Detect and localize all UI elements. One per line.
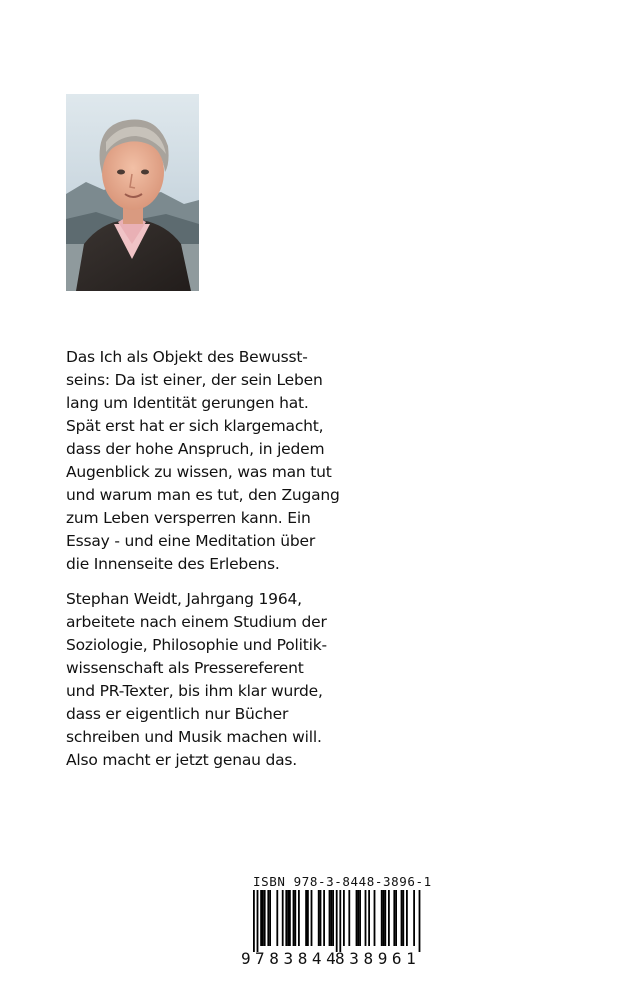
barcode-bar — [395, 890, 397, 946]
barcode-bar — [384, 890, 386, 946]
barcode-bar — [269, 890, 271, 946]
barcode-bar — [282, 890, 284, 946]
barcode-bar — [388, 890, 390, 946]
barcode-bar — [374, 890, 376, 946]
barcode-bar — [260, 890, 262, 946]
barcode-bar — [393, 890, 395, 946]
barcode-bars — [241, 890, 421, 952]
barcode-bar — [311, 890, 313, 946]
barcode-bar — [267, 890, 269, 946]
barcode-bar — [320, 890, 322, 946]
bio-line: dass er eigentlich nur Bücher — [66, 705, 289, 723]
barcode-bar — [318, 890, 320, 946]
barcode-bar — [287, 890, 289, 946]
barcode-bar — [383, 890, 385, 946]
bio-line: wissenschaft als Pressereferent — [66, 659, 304, 677]
bio-line: Soziologie, Philosophie und Politik- — [66, 636, 327, 654]
barcode-bar — [294, 890, 296, 946]
barcode-bar — [356, 890, 358, 946]
author-bio — [66, 588, 366, 772]
barcode-bar — [323, 890, 325, 946]
blurb-line: und warum man es tut, den Zugang — [66, 486, 340, 504]
barcode-bar — [330, 890, 332, 946]
barcode-bar — [357, 890, 359, 946]
barcode-bar — [293, 890, 295, 946]
barcode-bar — [365, 890, 367, 946]
blurb-line: zum Leben versperren kann. Ein — [66, 509, 311, 527]
blurb-line: seins: Da ist einer, der sein Leben — [66, 371, 323, 389]
author-photo — [66, 94, 199, 291]
barcode-bar — [276, 890, 278, 946]
blurb-line: die Innenseite des Erlebens. — [66, 555, 280, 573]
barcode-bar — [336, 890, 338, 952]
blurb-line: dass der hohe Anspruch, in jedem — [66, 440, 325, 458]
barcode-bar — [413, 890, 415, 946]
bio-line: Also macht er jetzt genau das. — [66, 751, 298, 769]
barcode-bar — [289, 890, 291, 946]
blurb-line: lang um Identität gerungen hat. — [66, 394, 309, 412]
isbn-label: ISBN 978-3-8448-3896-1 — [253, 874, 432, 889]
barcode-bar — [381, 890, 383, 946]
barcode-bar — [253, 890, 255, 952]
blurb-line: Spät erst hat er sich klargemacht, — [66, 417, 324, 435]
blurb-line: Das Ich als Objekt des Bewusst- — [66, 348, 308, 366]
barcode-bar — [262, 890, 264, 946]
isbn-barcode — [241, 874, 432, 969]
barcode-bar — [401, 890, 403, 946]
bio-line: und PR-Texter, bis ihm klar wurde, — [66, 682, 323, 700]
barcode-left-group: 783844 — [255, 949, 341, 968]
barcode-bar — [419, 890, 421, 952]
barcode-bar — [307, 890, 309, 946]
bio-line: arbeitete nach einem Studium der — [66, 613, 327, 631]
barcode-bar — [285, 890, 287, 946]
blurb-line: Augenblick zu wissen, was man tut — [66, 463, 332, 481]
barcode-right-group: 838961 — [335, 949, 421, 968]
book-blurb — [66, 346, 366, 576]
barcode-bar — [343, 890, 345, 946]
barcode-bar — [339, 890, 341, 952]
barcode-bar — [359, 890, 361, 946]
bio-line: schreiben und Musik machen will. — [66, 728, 322, 746]
barcode-bar — [298, 890, 300, 946]
barcode-bar — [402, 890, 404, 946]
author-portrait-image — [66, 94, 199, 291]
barcode-bar — [329, 890, 331, 946]
barcode-bar — [264, 890, 266, 946]
barcode-bar — [348, 890, 350, 946]
barcode-bar — [257, 890, 259, 952]
barcode-bar — [305, 890, 307, 946]
barcode-bar — [368, 890, 370, 946]
barcode-bar — [332, 890, 334, 946]
barcode-bar — [406, 890, 408, 946]
barcode-first-digit: 9 — [241, 949, 251, 968]
blurb-line: Essay - und eine Meditation über — [66, 532, 316, 550]
bio-line: Stephan Weidt, Jahrgang 1964, — [66, 590, 302, 608]
